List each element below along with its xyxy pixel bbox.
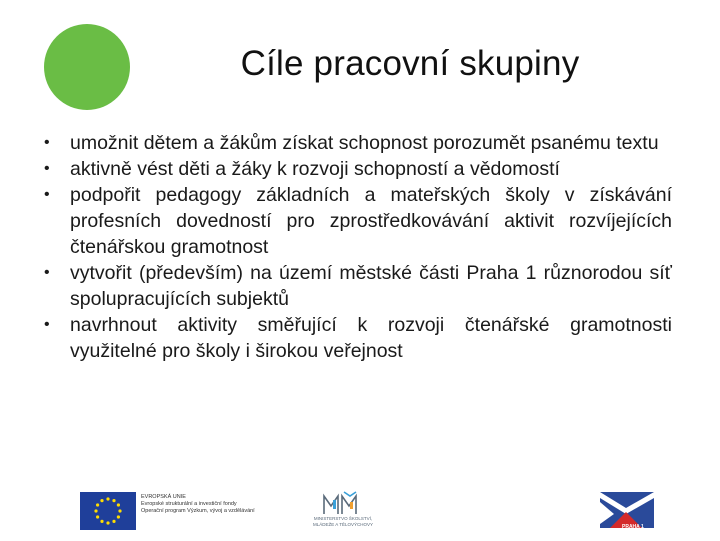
eu-program-text [141,494,301,515]
bullet-dot: • [44,160,50,177]
praha-label: PRAHA 1 [622,524,644,530]
msmt-line: MINISTERSTVO ŠKOLSTVÍ, [313,516,373,521]
bullet-item [40,130,672,156]
bullet-text: aktivně vést děti a žáky k rozvoji schopností a vědomostí [70,158,560,180]
bullet-dot: • [44,134,50,151]
eu-line: Evropské strukturální a investiční fondy [141,501,237,507]
eu-line: Operační program Výzkum, vývoj a vzdělávání [141,508,255,514]
msmt-text [305,516,381,527]
slide-title: Cíle pracovní skupiny [240,44,580,83]
msmt-logo-icon [306,488,376,534]
eu-flag-icon [80,492,136,530]
bullet-text: umožnit dětem a žákům získat schopnost porozumět psanému textu [70,132,659,154]
bullet-text: navrhnout aktivity směřující k rozvoji čtenářské gramotnosti využitelné pro školy i širokou veřejnost [70,314,672,362]
footer-logos [0,478,720,540]
bullet-list [40,130,672,364]
msmt-line: MLÁDEŽE A TĚLOVÝCHOVY [313,521,373,527]
bullet-dot: • [44,316,50,333]
bullet-item [40,182,672,260]
green-circle-decoration [44,24,130,110]
bullet-item [40,156,672,182]
bullet-dot: • [44,186,50,203]
bullet-text: vytvořit (především) na území městské části Praha 1 různorodou síť spolupracujících subjektů [70,262,672,310]
bullet-text: podpořit pedagogy základních a mateřských školy v získávání profesních dovedností pro zprostředkovávání aktivit rozvíjejících čtenářskou gramotnost [70,184,672,258]
eu-line: EVROPSKÁ UNIE [141,494,186,500]
bullet-item [40,260,672,312]
praha1-logo-icon [596,484,658,536]
bullet-item [40,312,672,364]
bullet-dot: • [44,264,50,281]
